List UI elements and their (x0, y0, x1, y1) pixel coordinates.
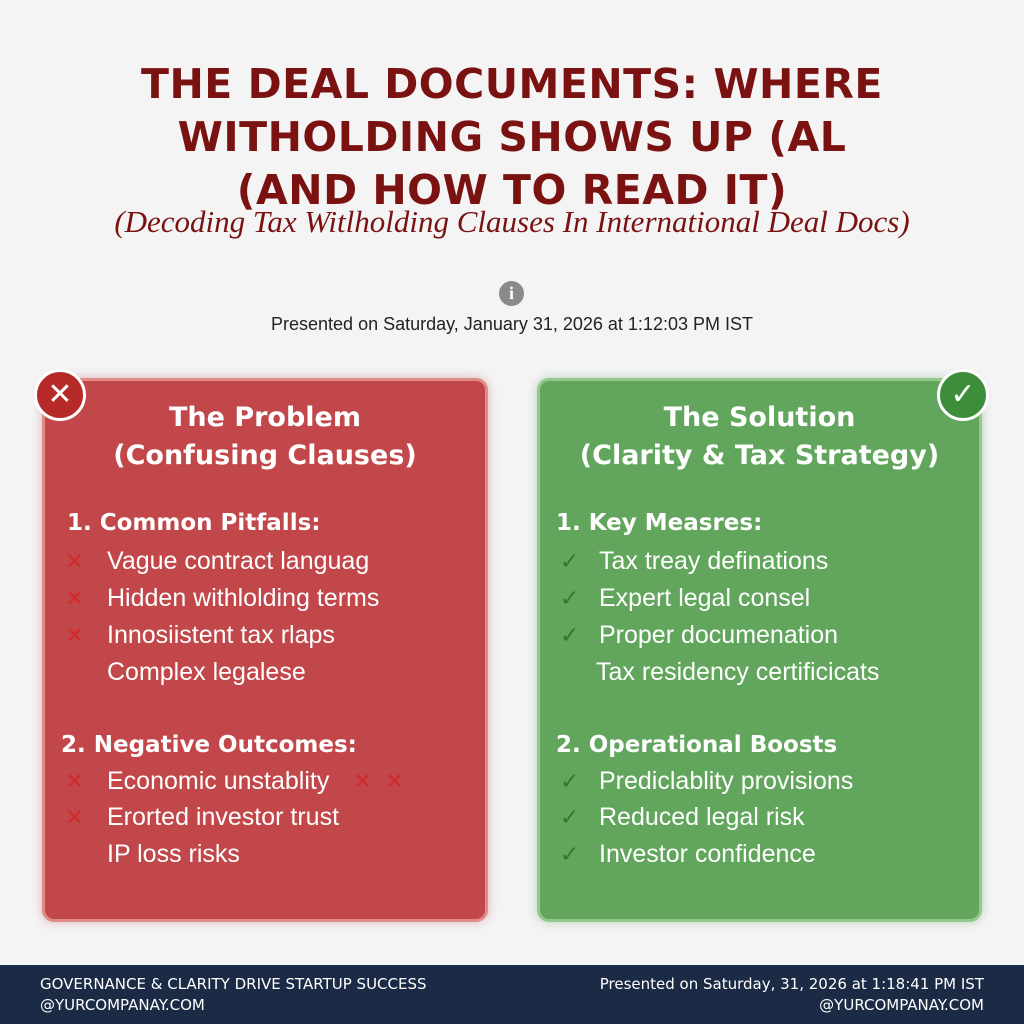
footer-handle-left: @YURCOMPANAY.COM (40, 996, 205, 1014)
key-measures-heading: 1. Key Measres: (556, 510, 763, 536)
title-line-2: WITHOLDING SHOWS UP (AL (177, 113, 847, 161)
measure-item: Tax residency certificicats (596, 658, 880, 686)
cross-mark-icon: ✕ (385, 769, 405, 795)
checkmark-icon: ✓ (560, 805, 580, 831)
pitfall-item: Complex legalese (107, 658, 306, 686)
common-pitfalls-heading: 1. Common Pitfalls: (67, 510, 321, 536)
checkmark-icon: ✓ (560, 549, 580, 575)
solution-panel (537, 378, 982, 922)
info-icon: i (499, 281, 524, 306)
negative-outcomes-heading: 2. Negative Outcomes: (61, 732, 357, 758)
outcome-item: Economic unstablity (107, 767, 330, 795)
cross-mark-icon: ✕ (65, 549, 85, 575)
pitfall-item: Innosiistent tax rlaps (107, 621, 335, 649)
cross-mark-icon: ✕ (65, 586, 85, 612)
footer-bar (0, 965, 1024, 1024)
check-circle-icon: ✓ (937, 369, 989, 421)
footer-presented: Presented on Saturday, 31, 2026 at 1:18:41 PM IST (599, 975, 984, 993)
problem-panel (42, 378, 488, 922)
outcome-item: IP loss risks (107, 840, 240, 868)
footer-tagline: GOVERNANCE & CLARITY DRIVE STARTUP SUCCESS (40, 975, 427, 993)
checkmark-icon: ✓ (560, 769, 580, 795)
measure-item: Proper documenation (599, 621, 839, 649)
problem-title-line-1: The Problem (168, 402, 362, 433)
solution-title (540, 399, 979, 475)
boost-item: Reduced legal risk (599, 803, 805, 831)
presented-date: Presented on Saturday, January 31, 2026 at 1:12:03 PM IST (271, 314, 753, 334)
title (0, 58, 1024, 217)
cross-mark-icon: ✕ (65, 805, 85, 831)
boost-item: Prediclablity provisions (599, 767, 854, 795)
pitfall-item: Hidden withlolding terms (107, 584, 380, 612)
cross-mark-icon: ✕ (65, 623, 85, 649)
outcome-item: Erorted investor trust (107, 803, 340, 831)
boost-item: Investor confidence (599, 840, 816, 868)
checkmark-icon: ✓ (560, 586, 580, 612)
title-line-1: THE DEAL DOCUMENTS: WHERE (141, 60, 883, 108)
footer-handle-right: @YURCOMPANAY.COM (819, 996, 984, 1014)
solution-title-line-2: (Clarity & Tax Strategy) (579, 440, 940, 471)
close-icon: ✕ (34, 369, 86, 421)
title-line-3: (AND HOW TO READ IT) (236, 166, 788, 214)
operational-boosts-heading: 2. Operational Boosts (556, 732, 838, 758)
pitfall-item: Vague contract languag (107, 547, 370, 575)
problem-title (45, 399, 485, 475)
checkmark-icon: ✓ (560, 842, 580, 868)
cross-mark-icon: ✕ (65, 769, 85, 795)
measure-item: Expert legal consel (599, 584, 811, 612)
solution-title-line-1: The Solution (663, 402, 856, 433)
measure-item: Tax treay definations (599, 547, 829, 575)
cross-mark-icon: ✕ (353, 769, 373, 795)
subtitle: (Decoding Tax Witlholding Clauses In International Deal Docs) (114, 204, 910, 239)
checkmark-icon: ✓ (560, 623, 580, 649)
problem-title-line-2: (Confusing Clauses) (113, 440, 417, 471)
